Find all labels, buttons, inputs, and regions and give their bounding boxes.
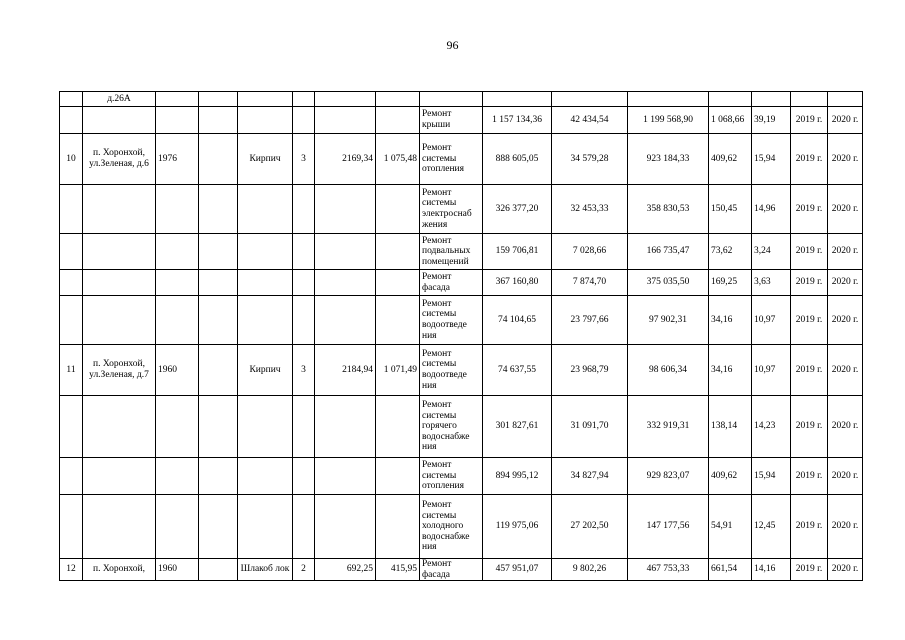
cell-cost-per-m2-extra: 14,16 <box>752 559 791 581</box>
cell-total-area <box>315 458 376 495</box>
cell-address: д.26А <box>83 92 156 107</box>
cell-cost-per-m2-extra: 15,94 <box>752 458 791 495</box>
cell-cost-per-m2: 661,54 <box>709 559 752 581</box>
cell-cost-fund <box>483 92 552 107</box>
cell-row-number: 11 <box>60 345 83 396</box>
cell-cost-total: 1 199 568,90 <box>628 107 709 134</box>
cell-cost-per-m2: 73,62 <box>709 234 752 270</box>
cell-living-area: 415,95 <box>376 559 420 581</box>
cell-wall-blank <box>199 107 238 134</box>
cell-end-year: 2020 г. <box>828 107 863 134</box>
cell-total-area <box>315 234 376 270</box>
cell-wall-material <box>238 185 293 234</box>
cell-address <box>83 495 156 559</box>
cell-start-year: 2019 г. <box>791 107 828 134</box>
cell-cost-fund: 457 951,07 <box>483 559 552 581</box>
cell-wall-material <box>238 296 293 345</box>
table-row <box>60 559 863 581</box>
cell-cost-fund: 367 160,80 <box>483 270 552 296</box>
cell-floors <box>293 234 315 270</box>
cell-cost-extra: 9 802,26 <box>552 559 628 581</box>
cell-cost-per-m2: 1 068,66 <box>709 107 752 134</box>
cell-wall-blank <box>199 234 238 270</box>
table-row <box>60 92 863 107</box>
cell-wall-blank <box>199 134 238 185</box>
cell-address <box>83 296 156 345</box>
cell-wall-material <box>238 458 293 495</box>
cell-cost-total: 166 735,47 <box>628 234 709 270</box>
cell-work-type: Ремонт фасада <box>420 270 483 296</box>
cell-address <box>83 107 156 134</box>
cell-work-type: Ремонт крыши <box>420 107 483 134</box>
cell-start-year: 2019 г. <box>791 345 828 396</box>
table-row <box>60 495 863 559</box>
cell-total-area <box>315 396 376 458</box>
cell-living-area: 1 075,48 <box>376 134 420 185</box>
cell-wall-blank <box>199 559 238 581</box>
cell-cost-extra: 42 434,54 <box>552 107 628 134</box>
table-row <box>60 185 863 234</box>
cell-wall-material <box>238 92 293 107</box>
cell-cost-per-m2: 34,16 <box>709 296 752 345</box>
cell-cost-total: 467 753,33 <box>628 559 709 581</box>
cell-end-year: 2020 г. <box>828 345 863 396</box>
cell-work-type: Ремонт системы электроснаб жения <box>420 185 483 234</box>
cell-end-year: 2020 г. <box>828 270 863 296</box>
cell-cost-total: 147 177,56 <box>628 495 709 559</box>
cell-work-type: Ремонт системы водоотведе ния <box>420 296 483 345</box>
cell-cost-per-m2-extra: 12,45 <box>752 495 791 559</box>
cell-floors <box>293 185 315 234</box>
cell-total-area: 2169,34 <box>315 134 376 185</box>
cell-end-year: 2020 г. <box>828 396 863 458</box>
cell-year-built <box>156 495 199 559</box>
cell-cost-total: 98 606,34 <box>628 345 709 396</box>
cell-row-number <box>60 396 83 458</box>
cell-wall-material: Кирпич <box>238 345 293 396</box>
cell-year-built <box>156 92 199 107</box>
cell-year-built <box>156 234 199 270</box>
cell-cost-fund: 74 637,55 <box>483 345 552 396</box>
cell-row-number <box>60 185 83 234</box>
cell-wall-blank <box>199 92 238 107</box>
cell-year-built: 1960 <box>156 345 199 396</box>
cell-row-number <box>60 234 83 270</box>
cell-wall-material: Шлакоб лок <box>238 559 293 581</box>
cell-row-number <box>60 495 83 559</box>
cell-address: п. Хоронхой, ул.Зеленая, д.6 <box>83 134 156 185</box>
cell-floors <box>293 495 315 559</box>
cell-address <box>83 270 156 296</box>
cell-address: п. Хоронхой, <box>83 559 156 581</box>
cell-year-built <box>156 107 199 134</box>
cell-cost-extra: 34 579,28 <box>552 134 628 185</box>
table-row <box>60 458 863 495</box>
cell-total-area <box>315 495 376 559</box>
cell-start-year: 2019 г. <box>791 234 828 270</box>
cell-address <box>83 458 156 495</box>
cell-wall-material <box>238 107 293 134</box>
cell-cost-total: 97 902,31 <box>628 296 709 345</box>
cell-start-year: 2019 г. <box>791 185 828 234</box>
cell-cost-total: 375 035,50 <box>628 270 709 296</box>
cell-start-year: 2019 г. <box>791 134 828 185</box>
cell-living-area <box>376 234 420 270</box>
cell-wall-blank <box>199 345 238 396</box>
cell-wall-blank <box>199 296 238 345</box>
cell-floors <box>293 296 315 345</box>
cell-work-type: Ремонт фасада <box>420 559 483 581</box>
cell-floors <box>293 396 315 458</box>
cell-start-year: 2019 г. <box>791 296 828 345</box>
cell-work-type: Ремонт системы холодного водоснабже ния <box>420 495 483 559</box>
cell-total-area: 2184,94 <box>315 345 376 396</box>
cell-total-area: 692,25 <box>315 559 376 581</box>
cell-cost-per-m2: 409,62 <box>709 134 752 185</box>
cell-floors: 3 <box>293 345 315 396</box>
cell-work-type: Ремонт системы водоотведе ния <box>420 345 483 396</box>
cell-cost-fund: 159 706,81 <box>483 234 552 270</box>
cell-cost-extra: 23 968,79 <box>552 345 628 396</box>
cell-wall-material <box>238 495 293 559</box>
cell-living-area <box>376 270 420 296</box>
cell-cost-total: 358 830,53 <box>628 185 709 234</box>
cell-address <box>83 234 156 270</box>
cell-row-number <box>60 296 83 345</box>
cell-address <box>83 396 156 458</box>
cell-floors <box>293 92 315 107</box>
repair-schedule-table <box>59 91 863 581</box>
cell-cost-per-m2-extra: 14,96 <box>752 185 791 234</box>
page-number: 96 <box>446 38 459 52</box>
cell-total-area <box>315 270 376 296</box>
cell-cost-per-m2-extra: 39,19 <box>752 107 791 134</box>
cell-cost-per-m2-extra: 10,97 <box>752 296 791 345</box>
table-row <box>60 396 863 458</box>
cell-living-area: 1 071,49 <box>376 345 420 396</box>
cell-cost-extra: 27 202,50 <box>552 495 628 559</box>
cell-floors: 3 <box>293 134 315 185</box>
cell-end-year <box>828 92 863 107</box>
cell-wall-blank <box>199 270 238 296</box>
cell-work-type: Ремонт подвальных помещений <box>420 234 483 270</box>
cell-cost-per-m2-extra: 10,97 <box>752 345 791 396</box>
cell-floors <box>293 107 315 134</box>
cell-cost-per-m2: 138,14 <box>709 396 752 458</box>
cell-cost-extra: 7 874,70 <box>552 270 628 296</box>
table-row <box>60 345 863 396</box>
cell-work-type: Ремонт системы отопления <box>420 458 483 495</box>
cell-cost-extra <box>552 92 628 107</box>
cell-year-built <box>156 270 199 296</box>
cell-year-built <box>156 185 199 234</box>
cell-end-year: 2020 г. <box>828 185 863 234</box>
cell-living-area <box>376 458 420 495</box>
cell-wall-blank <box>199 185 238 234</box>
table-row <box>60 107 863 134</box>
cell-cost-fund: 301 827,61 <box>483 396 552 458</box>
cell-cost-per-m2-extra: 3,24 <box>752 234 791 270</box>
cell-wall-blank <box>199 495 238 559</box>
cell-cost-per-m2-extra: 14,23 <box>752 396 791 458</box>
cell-cost-fund: 888 605,05 <box>483 134 552 185</box>
table-row <box>60 270 863 296</box>
cell-row-number <box>60 458 83 495</box>
cell-cost-per-m2 <box>709 92 752 107</box>
cell-cost-per-m2: 54,91 <box>709 495 752 559</box>
cell-wall-blank <box>199 396 238 458</box>
cell-end-year: 2020 г. <box>828 296 863 345</box>
cell-cost-extra: 31 091,70 <box>552 396 628 458</box>
cell-year-built: 1976 <box>156 134 199 185</box>
cell-wall-material <box>238 234 293 270</box>
cell-address: п. Хоронхой, ул.Зеленая, д.7 <box>83 345 156 396</box>
cell-total-area <box>315 185 376 234</box>
cell-cost-extra: 34 827,94 <box>552 458 628 495</box>
cell-living-area <box>376 396 420 458</box>
cell-floors <box>293 270 315 296</box>
cell-cost-fund: 326 377,20 <box>483 185 552 234</box>
cell-end-year: 2020 г. <box>828 559 863 581</box>
cell-row-number <box>60 92 83 107</box>
cell-cost-fund: 74 104,65 <box>483 296 552 345</box>
cell-start-year: 2019 г. <box>791 559 828 581</box>
cell-year-built <box>156 458 199 495</box>
cell-total-area <box>315 107 376 134</box>
cell-start-year: 2019 г. <box>791 396 828 458</box>
cell-start-year: 2019 г. <box>791 495 828 559</box>
cell-living-area <box>376 296 420 345</box>
cell-start-year <box>791 92 828 107</box>
cell-living-area <box>376 107 420 134</box>
cell-cost-total: 923 184,33 <box>628 134 709 185</box>
cell-work-type: Ремонт системы отопления <box>420 134 483 185</box>
cell-wall-material <box>238 396 293 458</box>
cell-wall-blank <box>199 458 238 495</box>
cell-cost-total <box>628 92 709 107</box>
cell-living-area <box>376 92 420 107</box>
cell-living-area <box>376 185 420 234</box>
cell-end-year: 2020 г. <box>828 458 863 495</box>
cell-wall-material: Кирпич <box>238 134 293 185</box>
cell-cost-per-m2-extra: 3,63 <box>752 270 791 296</box>
cell-cost-fund: 119 975,06 <box>483 495 552 559</box>
cell-floors: 2 <box>293 559 315 581</box>
cell-end-year: 2020 г. <box>828 495 863 559</box>
cell-end-year: 2020 г. <box>828 134 863 185</box>
cell-total-area <box>315 296 376 345</box>
cell-cost-per-m2-extra <box>752 92 791 107</box>
cell-cost-per-m2: 150,45 <box>709 185 752 234</box>
cell-cost-total: 332 919,31 <box>628 396 709 458</box>
cell-cost-per-m2: 409,62 <box>709 458 752 495</box>
cell-address <box>83 185 156 234</box>
cell-work-type: Ремонт системы горячего водоснабже ния <box>420 396 483 458</box>
cell-work-type <box>420 92 483 107</box>
cell-row-number <box>60 107 83 134</box>
cell-start-year: 2019 г. <box>791 458 828 495</box>
table-row <box>60 234 863 270</box>
cell-year-built: 1960 <box>156 559 199 581</box>
cell-floors <box>293 458 315 495</box>
cell-total-area <box>315 92 376 107</box>
cell-wall-material <box>238 270 293 296</box>
cell-cost-per-m2: 34,16 <box>709 345 752 396</box>
cell-row-number: 10 <box>60 134 83 185</box>
cell-cost-extra: 23 797,66 <box>552 296 628 345</box>
cell-cost-fund: 1 157 134,36 <box>483 107 552 134</box>
cell-cost-total: 929 823,07 <box>628 458 709 495</box>
cell-row-number <box>60 270 83 296</box>
cell-cost-per-m2-extra: 15,94 <box>752 134 791 185</box>
cell-cost-extra: 32 453,33 <box>552 185 628 234</box>
cell-cost-fund: 894 995,12 <box>483 458 552 495</box>
cell-living-area <box>376 495 420 559</box>
cell-cost-per-m2: 169,25 <box>709 270 752 296</box>
cell-row-number: 12 <box>60 559 83 581</box>
table-row <box>60 134 863 185</box>
cell-year-built <box>156 296 199 345</box>
table-row <box>60 296 863 345</box>
cell-year-built <box>156 396 199 458</box>
cell-end-year: 2020 г. <box>828 234 863 270</box>
cell-cost-extra: 7 028,66 <box>552 234 628 270</box>
cell-start-year: 2019 г. <box>791 270 828 296</box>
